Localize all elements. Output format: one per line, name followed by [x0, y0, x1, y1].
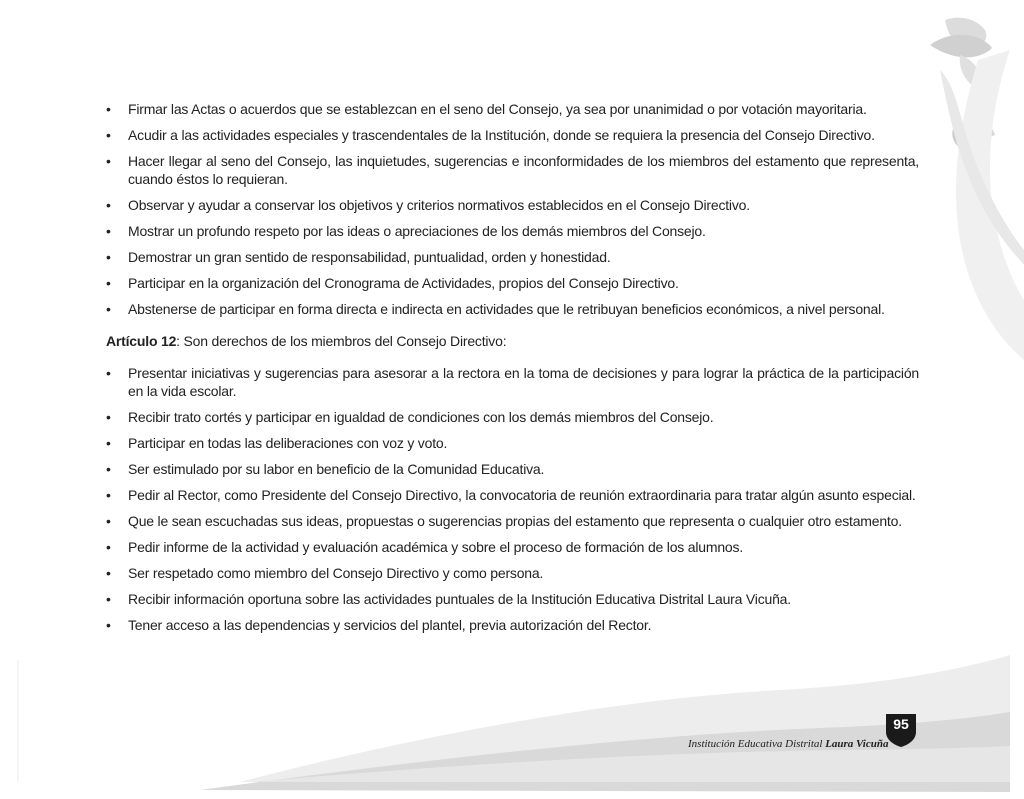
list-item: • Mostrar un profundo respeto por las ideas o apreciaciones de los demás miembros del Consejo. [106, 222, 919, 240]
document-body [106, 100, 919, 642]
list-item: • Pedir al Rector, como Presidente del Consejo Directivo, la convocatoria de reunión extraordinaria para tratar algún asunto especial. [106, 486, 919, 504]
list-item: • Hacer llegar al seno del Consejo, las inquietudes, sugerencias e inconformidades de los miembros del estamento que representa, cuando éstos lo requieran. [106, 152, 919, 188]
floral-ornament-icon [930, 18, 1024, 360]
list-item: • Ser estimulado por su labor en beneficio de la Comunidad Educativa. [106, 460, 919, 478]
duties-list [106, 100, 919, 318]
list-item: • Recibir trato cortés y participar en igualdad de condiciones con los demás miembros del Consejo. [106, 408, 919, 426]
article-label: Artículo 12 [106, 333, 177, 349]
list-item: • Observar y ayudar a conservar los objetivos y criterios normativos establecidos en el Consejo Directivo. [106, 196, 919, 214]
list-item: • Acudir a las actividades especiales y trascendentales de la Institución, donde se requiera la presencia del Consejo Directivo. [106, 126, 919, 144]
list-item: • Tener acceso a las dependencias y servicios del plantel, previa autorización del Rector. [106, 616, 919, 634]
page-number: 95 [893, 716, 909, 732]
rights-list [106, 364, 919, 634]
list-item: • Recibir información oportuna sobre las actividades puntuales de la Institución Educativa Distrital Laura Vicuña. [106, 590, 919, 608]
article-text: : Son derechos de los miembros del Consejo Directivo: [176, 333, 507, 349]
list-item: • Abstenerse de participar en forma directa e indirecta en actividades que le retribuyan beneficios económicos, a nivel personal. [106, 300, 919, 318]
list-item: • Ser respetado como miembro del Consejo Directivo y como persona. [106, 564, 919, 582]
footer-institution-prefix: Institución Educativa Distrital [688, 738, 826, 750]
list-item: • Firmar las Actas o acuerdos que se establezcan en el seno del Consejo, ya sea por unanimidad o por votación mayoritaria. [106, 100, 919, 118]
article-heading [106, 332, 919, 350]
list-item: • Participar en todas las deliberaciones con voz y voto. [106, 434, 919, 452]
list-item: • Presentar iniciativas y sugerencias para asesorar a la rectora en la toma de decisiones y para lograr la práctica de la participación en la vida escolar. [106, 364, 919, 400]
list-item: • Que le sean escuchadas sus ideas, propuestas o sugerencias propias del estamento que representa o cualquier otro estamento. [106, 512, 919, 530]
footer-institution [688, 738, 888, 750]
list-item: • Participar en la organización del Cronograma de Actividades, propios del Consejo Directivo. [106, 274, 919, 292]
footer-institution-name: Laura Vicuña [825, 738, 889, 750]
list-item: • Pedir informe de la actividad y evaluación académica y sobre el proceso de formación de los alumnos. [106, 538, 919, 556]
list-item: • Demostrar un gran sentido de responsabilidad, puntualidad, orden y honestidad. [106, 248, 919, 266]
